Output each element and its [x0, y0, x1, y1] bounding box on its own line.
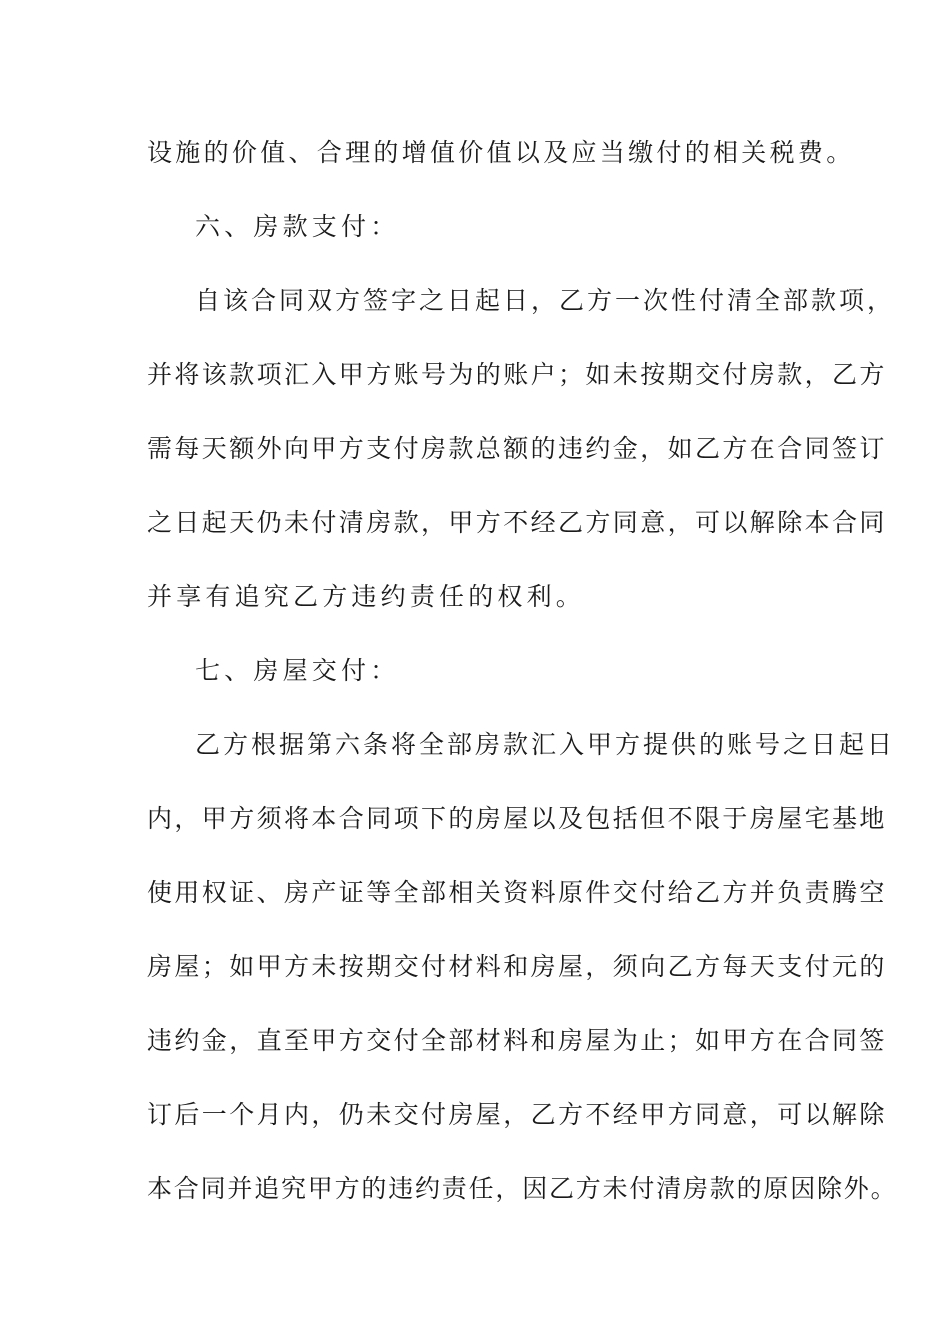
text-line: 房屋；如甲方未按期交付材料和房屋，须向乙方每天支付元的: [147, 952, 887, 981]
section-heading-payment: 六、房款支付：: [195, 212, 400, 241]
text-line: 乙方根据第六条将全部房款汇入甲方提供的账号之日起日: [195, 730, 896, 759]
text-line: 使用权证、房产证等全部相关资料原件交付给乙方并负责腾空: [147, 878, 887, 907]
text-line: 之日起天仍未付清房款，甲方不经乙方同意，可以解除本合同: [147, 508, 887, 537]
section-heading-delivery: 七、房屋交付：: [195, 656, 400, 685]
text-line: 本合同并追究甲方的违约责任，因乙方未付清房款的原因除外。: [147, 1174, 898, 1203]
text-line: 内，甲方须将本合同项下的房屋以及包括但不限于房屋宅基地: [147, 804, 887, 833]
text-line: 并享有追究乙方违约责任的权利。: [147, 582, 586, 611]
text-line: 设施的价值、合理的增值价值以及应当缴付的相关税费。: [147, 138, 855, 167]
text-line: 需每天额外向甲方支付房款总额的违约金，如乙方在合同签订: [147, 434, 887, 463]
text-line: 自该合同双方签字之日起日，乙方一次性付清全部款项，: [195, 286, 896, 315]
text-line: 并将该款项汇入甲方账号为的账户；如未按期交付房款，乙方: [147, 360, 887, 389]
text-line: 违约金，直至甲方交付全部材料和房屋为止；如甲方在合同签: [147, 1026, 887, 1055]
text-line: 订后一个月内，仍未交付房屋，乙方不经甲方同意，可以解除: [147, 1100, 887, 1129]
